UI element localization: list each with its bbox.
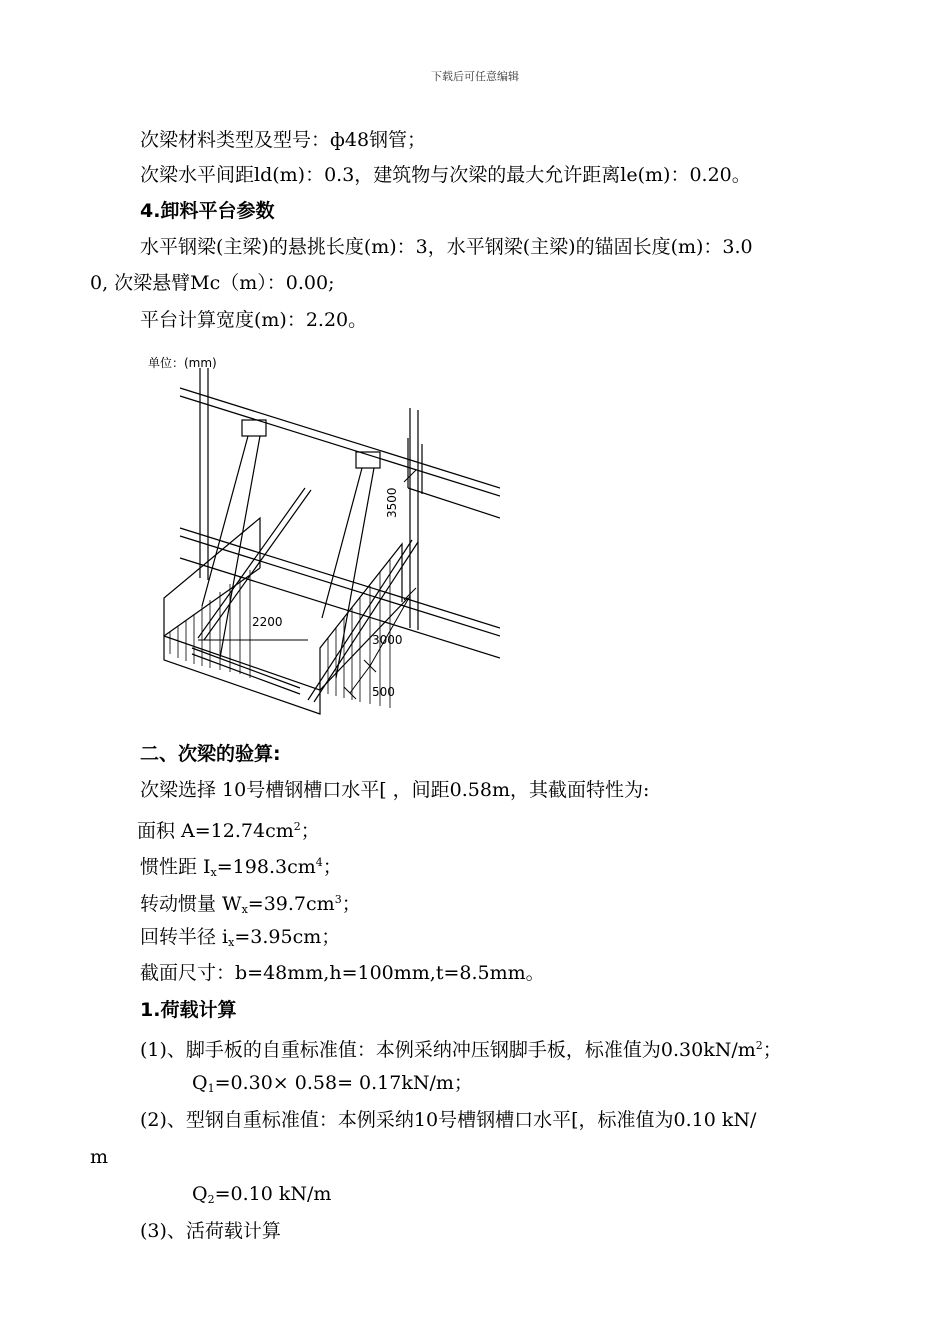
text-line <box>192 1182 331 1212</box>
radius-val: =3.95cm； <box>234 926 341 948</box>
area-end: ； <box>300 820 320 842</box>
q1-sub: 1 <box>207 1082 215 1095</box>
text-line: 次梁水平间距ld(m)：0.3，建筑物与次梁的最大允许距离le(m)：0.20。 <box>140 164 751 186</box>
area-label: 面积 A=12.74cm <box>137 820 294 842</box>
area-exp: 2 <box>293 820 301 833</box>
radius-label: 回转半径 i <box>140 926 229 948</box>
text-line <box>192 1071 473 1101</box>
inertia-end: ； <box>322 856 342 878</box>
text-line <box>140 1034 782 1062</box>
section-heading: 4.卸料平台参数 <box>140 200 275 222</box>
q1-label: Q <box>192 1072 208 1094</box>
dim-label-2200: 2200 <box>252 615 283 629</box>
page-header: 下载后可任意编辑 <box>431 70 519 83</box>
figure-unit-label: 单位：(mm) <box>148 356 217 370</box>
text-line <box>140 925 340 955</box>
moment-val: =39.7cm <box>247 893 335 915</box>
text-line: 平台计算宽度(m)：2.20。 <box>140 309 368 331</box>
moment-exp: 3 <box>334 893 342 906</box>
section-heading: 二、次梁的验算: <box>140 743 281 765</box>
text-line <box>140 888 361 922</box>
text-line: m <box>90 1146 109 1168</box>
l6a-text: (1)、脚手板的自重标准值：本例采纳冲压钢脚手板，标准值为0.30kN/m <box>140 1039 756 1061</box>
moment-end: ； <box>341 893 361 915</box>
text-line: 次梁材料类型及型号：ф48钢管； <box>140 129 427 151</box>
text-line <box>140 851 342 885</box>
q2-sub: 2 <box>207 1193 215 1206</box>
radius-sub: x <box>228 936 235 949</box>
l6a-exp: 2 <box>755 1039 763 1052</box>
text-line: (2)、型钢自重标准值：本例采纳10号槽钢槽口水平[，标准值为0.10 kN/ <box>140 1109 757 1131</box>
text-line: 截面尺寸：b=48mm,h=100mm,t=8.5mm。 <box>140 962 545 984</box>
q2-val: =0.10 kN/m <box>214 1183 332 1205</box>
text-line: 水平钢梁(主梁)的悬挑长度(m)：3，水平钢梁(主梁)的锚固长度(m)：3.0 <box>140 236 753 258</box>
text-line: (3)、活荷载计算 <box>140 1220 281 1242</box>
dim-label-3500: 3500 <box>385 487 399 518</box>
dim-label-500: 500 <box>372 685 395 699</box>
l6a-end: ； <box>762 1039 782 1061</box>
platform-diagram <box>140 348 500 720</box>
text-line: 次梁选择 10号槽钢槽口水平[ ，间距0.58m，其截面特性为: <box>140 779 650 801</box>
text-line <box>137 815 320 843</box>
dim-label-3000: 3000 <box>372 633 403 647</box>
moment-sub: x <box>241 903 248 916</box>
text-line: 0, 次梁悬臂Mc（m）：0.00; <box>90 272 335 294</box>
section-heading: 1.荷载计算 <box>140 999 237 1021</box>
q2-label: Q <box>192 1183 208 1205</box>
inertia-label: 惯性距 I <box>140 856 211 878</box>
inertia-exp: 4 <box>315 856 323 869</box>
inertia-sub: x <box>210 866 217 879</box>
moment-label: 转动惯量 W <box>140 893 242 915</box>
inertia-val: =198.3cm <box>216 856 316 878</box>
q1-val: =0.30× 0.58= 0.17kN/m； <box>214 1072 473 1094</box>
